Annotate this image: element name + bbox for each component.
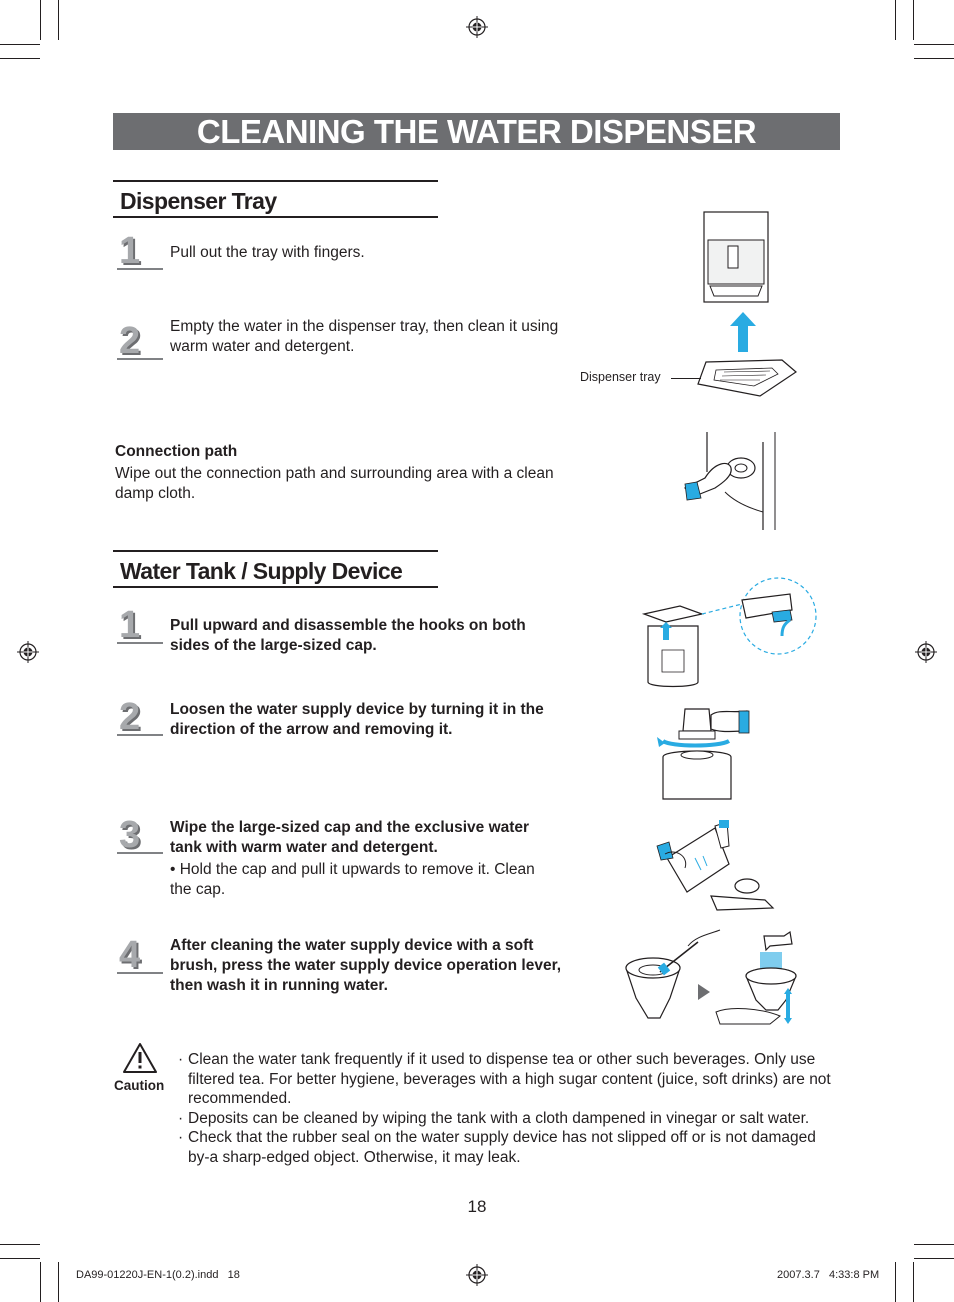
step-text: After cleaning the water supply device with a soft brush, press the water supply device operation lever, then wash it in running water. [170, 937, 562, 994]
crop-mark [914, 58, 954, 59]
crop-mark [914, 44, 954, 45]
caution-list [178, 1050, 833, 1167]
step-text: Empty the water in the dispenser tray, then clean it using warm water and detergent. [170, 318, 559, 355]
section-heading-dispenser-tray: Dispenser Tray [113, 180, 438, 218]
step-number: 4 [117, 938, 163, 974]
crop-mark [895, 1262, 896, 1302]
caution-item: · Check that the rubber seal on the water supply device has not slipped off or is not damaged by-a sharp-edged object. Otherwise, it may leak. [178, 1128, 833, 1167]
supply-device-removal-illustration [655, 695, 755, 799]
registration-mark-icon [466, 16, 488, 38]
step-text: Pull upward and disassemble the hooks on both sides of the large-sized cap. [170, 617, 526, 654]
registration-mark-icon [17, 641, 39, 663]
crop-mark [0, 44, 40, 45]
figure-label: Dispenser tray [580, 370, 661, 384]
connection-text: Wipe out the connection path and surrounding area with a clean damp cloth. [115, 465, 554, 502]
caution-icon [122, 1042, 158, 1074]
step-text: Wipe the large-sized cap and the exclusive water tank with warm water and detergent. [170, 819, 530, 856]
caution-label: Caution [114, 1078, 165, 1093]
step-text: Pull out the tray with fingers. [170, 244, 365, 261]
step-number: 2 [117, 700, 163, 736]
crop-mark [895, 0, 896, 40]
crop-mark [0, 1244, 40, 1245]
crop-mark [0, 58, 40, 59]
step-note: • Hold the cap and pull it upwards to remove it. Clean the cap. [170, 861, 535, 898]
crop-mark [40, 0, 41, 40]
water-tank-cap-illustration [640, 570, 820, 692]
crop-mark [913, 1262, 914, 1302]
step-number: 1 [117, 234, 163, 270]
caution-item: · Clean the water tank frequently if it used to dispense tea or other such beverages. Only use filtered tea. For better hygiene, beverages with a high sugar content (juice, soft drinks) are not recommended. [178, 1050, 833, 1109]
crop-mark [913, 0, 914, 40]
connection-heading: Connection path [115, 443, 238, 460]
step-number: 3 [117, 818, 163, 854]
arrow-up-icon [730, 312, 756, 352]
caution-item: · Deposits can be cleaned by wiping the tank with a cloth dampened in vinegar or salt water. [178, 1109, 833, 1129]
supply-device-brushing-illustration [620, 928, 805, 1028]
registration-mark-icon [466, 1264, 488, 1286]
crop-mark [914, 1244, 954, 1245]
crop-mark [0, 1258, 40, 1259]
footer-file-name: DA99-01220J-EN-1(0.2).indd 18 [76, 1269, 240, 1281]
crop-mark [40, 1262, 41, 1302]
connection-path-illustration [685, 432, 785, 530]
crop-mark [58, 1262, 59, 1302]
figure-leader-line [671, 378, 701, 379]
section-heading-water-tank: Water Tank / Supply Device [113, 550, 438, 588]
footer-timestamp: 2007.3.7 4:33:8 PM [777, 1269, 880, 1281]
registration-mark-icon [915, 641, 937, 663]
crop-mark [58, 0, 59, 40]
step-number: 1 [117, 608, 163, 644]
crop-mark [914, 1258, 954, 1259]
dispenser-front-illustration [700, 210, 772, 304]
step-number: 2 [117, 324, 163, 360]
dispenser-tray-illustration [690, 356, 802, 400]
step-text: Loosen the water supply device by turning it in the direction of the arrow and removing it. [170, 701, 544, 738]
tank-washing-illustration [655, 818, 775, 916]
page-title: CLEANING THE WATER DISPENSER [113, 113, 840, 150]
page-number: 18 [467, 1197, 487, 1216]
